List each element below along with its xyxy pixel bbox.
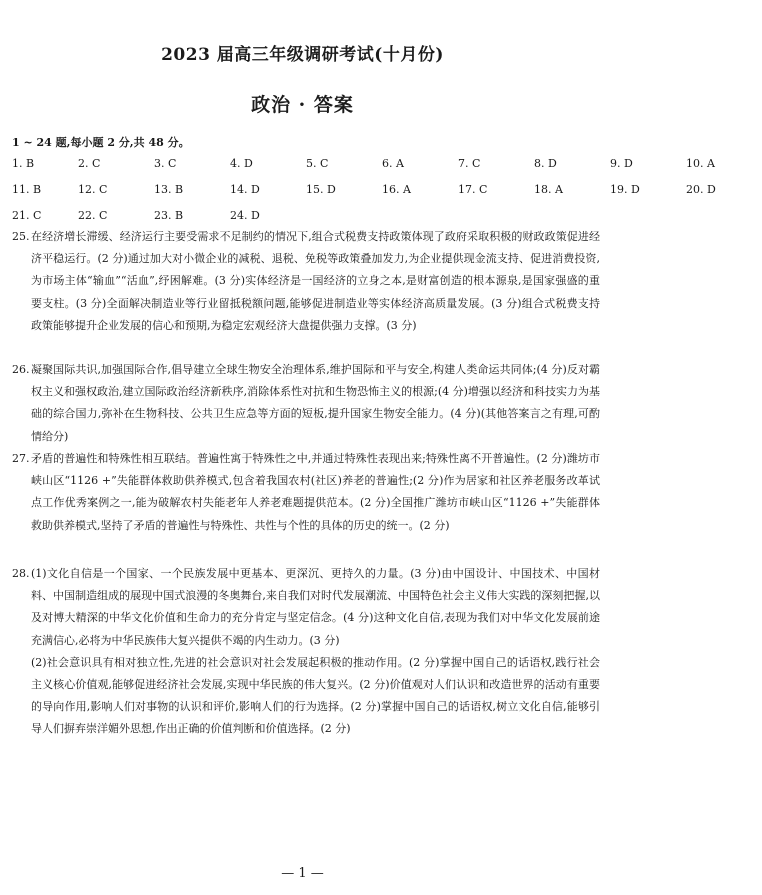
page-number: — 1 —	[281, 866, 324, 881]
question-25	[12, 226, 600, 337]
answer-item: 14. D	[230, 183, 260, 196]
answer-row	[12, 183, 716, 209]
question-answer-text: 矛盾的普遍性和特殊性相互联结。普遍性寓于特殊性之中,并通过特殊性表现出来;特殊性离不开普遍性。(2 分)潍坊市峡山区“1126 +”失能群体救助供养模式,包含着我国农村(社区)养老的普遍性;(2 分)作为居家和社区养老服务改革试点工作优秀案例之一,能为破解农村失能老年人养老难题提供范本。(2 分)全国推广潍坊市峡山区“1126 +”失能群体救助供养模式,坚持了矛盾的普遍性与特殊性、共性与个性的具体的历史的统一。(2 分)	[31, 452, 600, 532]
question-27	[12, 448, 600, 537]
answer-item: 1. B	[12, 157, 35, 170]
answer-item: 5. C	[306, 157, 329, 170]
question-28	[12, 563, 600, 741]
answer-item: 3. C	[154, 157, 177, 170]
answer-item: 20. D	[686, 183, 716, 196]
answer-item: 2. C	[78, 157, 101, 170]
answer-item: 7. C	[458, 157, 481, 170]
answer-part-2: (2)社会意识具有相对独立性,先进的社会意识对社会发展起积极的推动作用。(2 分)掌握中国自己的话语权,践行社会主义核心价值观,能够促进经济社会发展,实现中华民族的伟大复兴。(2 分)价值观对人们认识和改造世界的活动有重要的导向作用,影响人们对事物的认识和评价,影响人们的行为选择。(2 分)掌握中国自己的话语权,树立文化自信,能够引导人们摒弃崇洋媚外思想,作出正确的价值判断和价值选择。(2 分)	[31, 655, 600, 736]
answer-item: 21. C	[12, 209, 42, 222]
answer-item: 24. D	[230, 209, 260, 222]
answer-item: 4. D	[230, 157, 253, 170]
question-answer-text: 凝聚国际共识,加强国际合作,倡导建立全球生物安全治理体系,维护国际和平与安全,构建人类命运共同体;(4 分)反对霸权主义和强权政治,建立国际政治经济新秩序,消除体系性对抗和生物恐怖主义的根源;(4 分)增强以经济和科技实力为基础的综合国力,弥补在生物科技、公共卫生应急等方面的短板,提升国家生物安全能力。(4 分)(其他答案言之有理,可酌情给分)	[31, 363, 600, 443]
answer-item: 13. B	[154, 183, 184, 196]
answer-item: 16. A	[382, 183, 411, 196]
answer-item: 11. B	[12, 183, 42, 196]
answer-item: 17. C	[458, 183, 488, 196]
answer-item: 10. A	[686, 157, 715, 170]
question-number: 26.	[12, 363, 30, 376]
answer-item: 15. D	[306, 183, 336, 196]
answer-item: 8. D	[534, 157, 557, 170]
answer-item: 18. A	[534, 183, 563, 196]
answer-item: 9. D	[610, 157, 633, 170]
answer-item: 22. C	[78, 209, 108, 222]
answer-part-1: (1)文化自信是一个国家、一个民族发展中更基本、更深沉、更持久的力量。(3 分)由中国设计、中国技术、中国材料、中国制造组成的展现中国式浪漫的冬奥舞台,来自我们对时代发展潮流、中国特色社会主义伟大实践的深刻把握,以及对博大精深的中华文化价值和生命力的充分肯定与坚定信念。(4 分)这种文化自信,表现为我们对中华文化发展前途充满信心,必将为中华民族伟大复兴提供不竭的内生动力。(3 分)	[31, 567, 600, 647]
question-number: 27.	[12, 452, 30, 465]
question-number: 28.	[12, 567, 30, 580]
answer-key-grid	[12, 157, 716, 235]
document-title: 2023 届高三年级调研考试(十月份)	[161, 45, 444, 65]
answer-item: 19. D	[610, 183, 640, 196]
document-subtitle: 政治 · 答案	[251, 94, 354, 116]
answer-item: 12. C	[78, 183, 108, 196]
question-answer-text: 在经济增长滞缓、经济运行主要受需求不足制约的情况下,组合式税费支持政策体现了政府采取积极的财政政策促进经济平稳运行。(2 分)通过加大对小微企业的减税、退税、免税等政策叠加发力,为企业提供现金流支持、促进消费投资,为市场主体“输血”“活血”,纾困解难。(3 分)实体经济是一国经济的立身之本,是财富创造的根本源泉,是国家强盛的重要支柱。(3 分)全面解决制造业等行业留抵税额问题,能够促进制造业等实体经济高质量发展。(3 分)组合式税费支持政策能够提升企业发展的信心和预期,为稳定宏观经济大盘提供强力支撑。(3 分)	[31, 230, 600, 332]
question-26	[12, 359, 600, 448]
answer-item: 23. B	[154, 209, 184, 222]
choice-section-instruction: 1 ~ 24 题,每小题 2 分,共 48 分。	[12, 136, 190, 149]
answer-item: 6. A	[382, 157, 404, 170]
answer-row	[12, 157, 715, 183]
question-answer-text	[31, 563, 600, 741]
question-number: 25.	[12, 230, 30, 243]
